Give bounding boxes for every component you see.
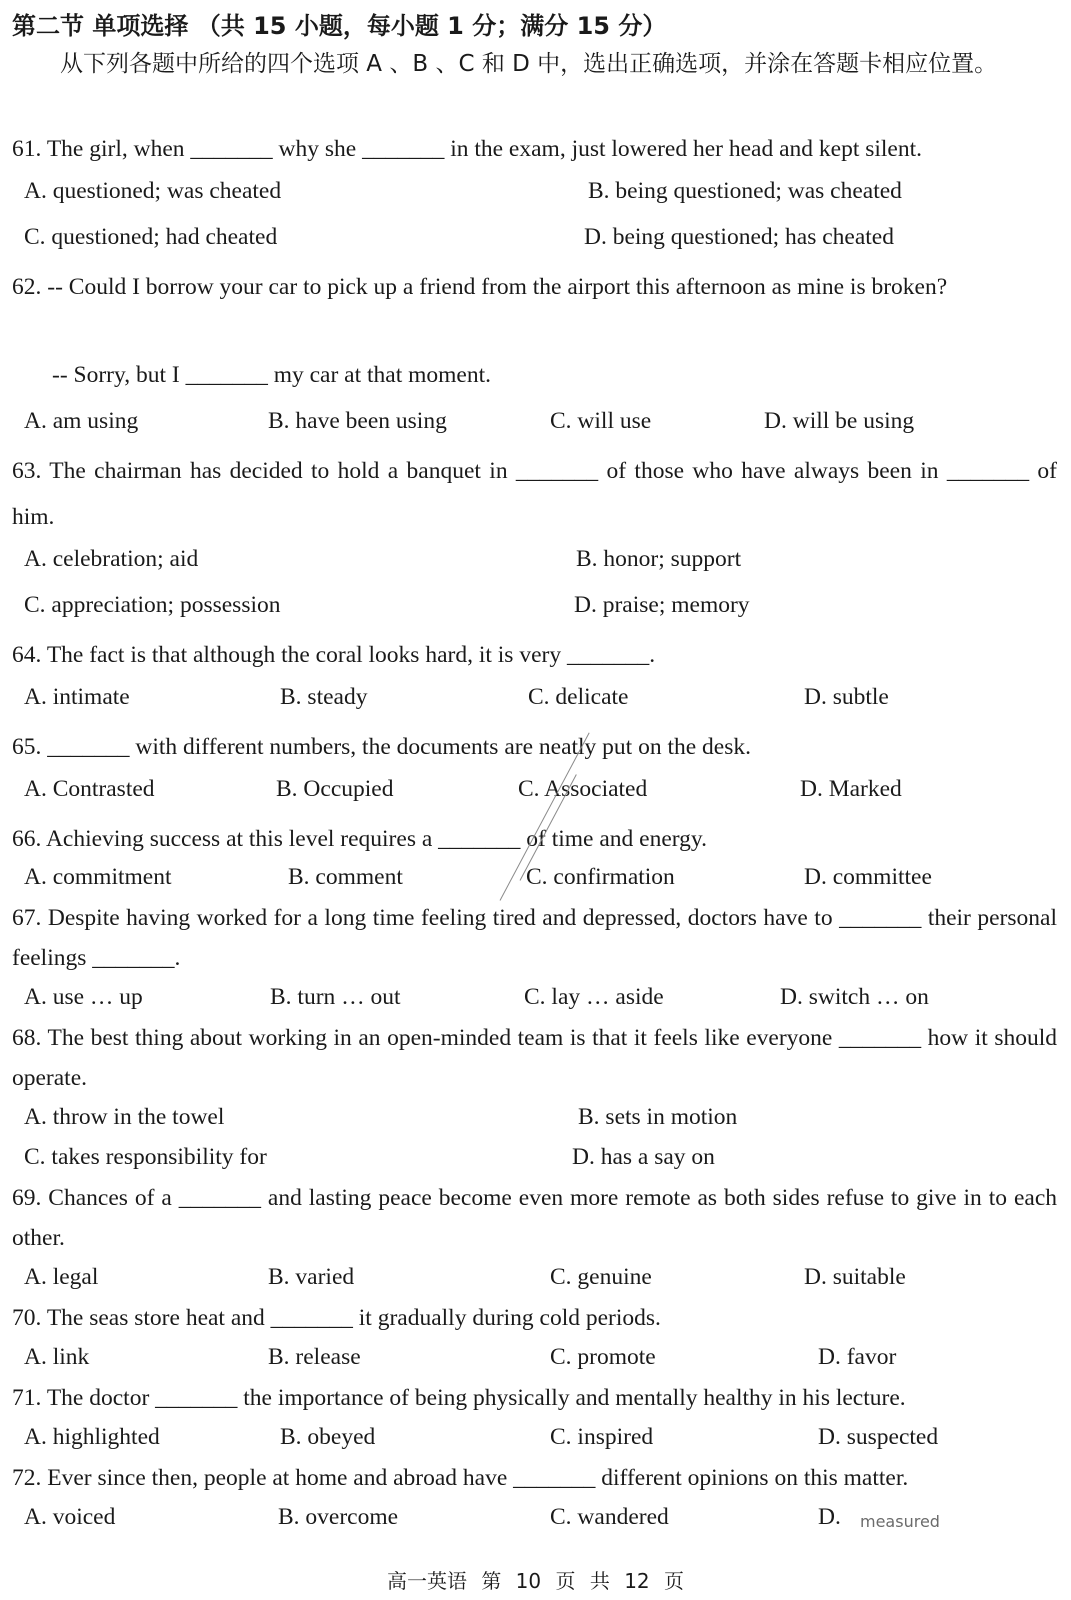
question-66-option-b: B. comment bbox=[288, 864, 403, 890]
question-63-stem: 63. The chairman has decided to hold a banquet in _______ of those who have always been in _______ of him. bbox=[12, 458, 1057, 530]
question-64-option-b: B. steady bbox=[280, 684, 368, 710]
question-65-option-b: B. Occupied bbox=[276, 776, 394, 802]
question-65-option-a: A. Contrasted bbox=[24, 776, 155, 802]
question-66-option-c: C. confirmation bbox=[526, 864, 675, 890]
question-70-option-b: B. release bbox=[268, 1344, 361, 1370]
question-71-option-d: D. suspected bbox=[818, 1424, 939, 1450]
question-66-option-d: D. committee bbox=[804, 864, 932, 890]
question-61-option-d: D. being questioned; has cheated bbox=[584, 224, 894, 250]
question-71-option-a: A. highlighted bbox=[24, 1424, 160, 1450]
question-69-option-a: A. legal bbox=[24, 1264, 99, 1290]
question-64-option-d: D. subtle bbox=[804, 684, 889, 710]
question-61-option-b: B. being questioned; was cheated bbox=[588, 178, 902, 204]
page-footer: 高一英语 第 10 页 共 12 页 bbox=[386, 1569, 685, 1593]
question-62-option-b: B. have been using bbox=[268, 408, 447, 434]
question-62-option-d: D. will be using bbox=[764, 408, 915, 434]
question-64-option-c: C. delicate bbox=[528, 684, 629, 710]
question-67-option-b: B. turn … out bbox=[270, 984, 401, 1010]
question-70-option-d: D. favor bbox=[818, 1344, 897, 1370]
question-64-option-a: A. intimate bbox=[24, 684, 130, 710]
question-69-option-c: C. genuine bbox=[550, 1264, 652, 1290]
question-72-option-d: D. bbox=[818, 1504, 841, 1530]
question-66-stem: 66. Achieving success at this level requires a _______ of time and energy. bbox=[12, 826, 708, 852]
question-67-option-c: C. lay … aside bbox=[524, 984, 664, 1010]
question-70-stem: 70. The seas store heat and _______ it gradually during cold periods. bbox=[12, 1305, 661, 1331]
question-66-option-a: A. commitment bbox=[24, 864, 172, 890]
question-61-option-c: C. questioned; had cheated bbox=[24, 224, 278, 250]
question-65-option-c: C. Associated bbox=[518, 776, 648, 802]
question-67-option-d: D. switch … on bbox=[780, 984, 929, 1010]
question-65-stem: 65. _______ with different numbers, the documents are neatly put on the desk. bbox=[12, 734, 751, 760]
question-70-option-c: C. promote bbox=[550, 1344, 656, 1370]
question-62-option-a: A. am using bbox=[24, 408, 139, 434]
question-63-option-b: B. honor; support bbox=[576, 546, 742, 572]
question-63-option-c: C. appreciation; possession bbox=[24, 592, 281, 618]
question-63-option-a: A. celebration; aid bbox=[24, 546, 199, 572]
question-64-stem: 64. The fact is that although the coral looks hard, it is very _______. bbox=[12, 642, 656, 668]
question-67-stem: 67. Despite having worked for a long time feeling tired and depressed, doctors have to _______ their personal feelings _______. bbox=[12, 905, 1057, 971]
corner-stamp-text: measured bbox=[860, 1512, 940, 1531]
question-61-option-a: A. questioned; was cheated bbox=[24, 178, 282, 204]
question-72-option-b: B. overcome bbox=[278, 1504, 399, 1530]
question-65-option-d: D. Marked bbox=[800, 776, 902, 802]
question-71-stem: 71. The doctor _______ the importance of being physically and mentally healthy in his lecture. bbox=[12, 1385, 906, 1411]
instructions: 从下列各题中所给的四个选项 A 、B 、C 和 D 中，选出正确选项，并涂在答题卡相应位置。 bbox=[60, 51, 998, 77]
question-68-option-c: C. takes responsibility for bbox=[24, 1144, 267, 1170]
question-61-stem: 61. The girl, when _______ why she _______ in the exam, just lowered her head and kept silent. bbox=[12, 136, 923, 162]
question-69-stem: 69. Chances of a _______ and lasting peace become even more remote as both sides refuse to give in to each other. bbox=[12, 1185, 1057, 1251]
question-62-stem: 62. -- Could I borrow your car to pick up a friend from the airport this afternoon as mine is broken? bbox=[12, 274, 948, 300]
question-69-option-b: B. varied bbox=[268, 1264, 355, 1290]
question-63-option-d: D. praise; memory bbox=[574, 592, 750, 618]
question-68-stem: 68. The best thing about working in an open-minded team is that it feels like everyone _______ how it should operate. bbox=[12, 1025, 1057, 1091]
question-67-option-a: A. use … up bbox=[24, 984, 143, 1010]
question-68-option-b: B. sets in motion bbox=[578, 1104, 738, 1130]
question-62-option-c: C. will use bbox=[550, 408, 652, 434]
question-71-option-b: B. obeyed bbox=[280, 1424, 376, 1450]
question-70-option-a: A. link bbox=[24, 1344, 90, 1370]
section-heading: 第二节 单项选择 （共 15 小题，每小题 1 分；满分 15 分） bbox=[12, 12, 667, 40]
question-68-option-a: A. throw in the towel bbox=[24, 1104, 225, 1130]
question-62-reply: -- Sorry, but I _______ my car at that moment. bbox=[52, 362, 492, 388]
question-68-option-d: D. has a say on bbox=[572, 1144, 715, 1170]
question-71-option-c: C. inspired bbox=[550, 1424, 654, 1450]
question-69-option-d: D. suitable bbox=[804, 1264, 906, 1290]
question-72-stem: 72. Ever since then, people at home and abroad have _______ different opinions on this matter. bbox=[12, 1465, 909, 1491]
question-72-option-c: C. wandered bbox=[550, 1504, 669, 1530]
question-72-option-a: A. voiced bbox=[24, 1504, 116, 1530]
